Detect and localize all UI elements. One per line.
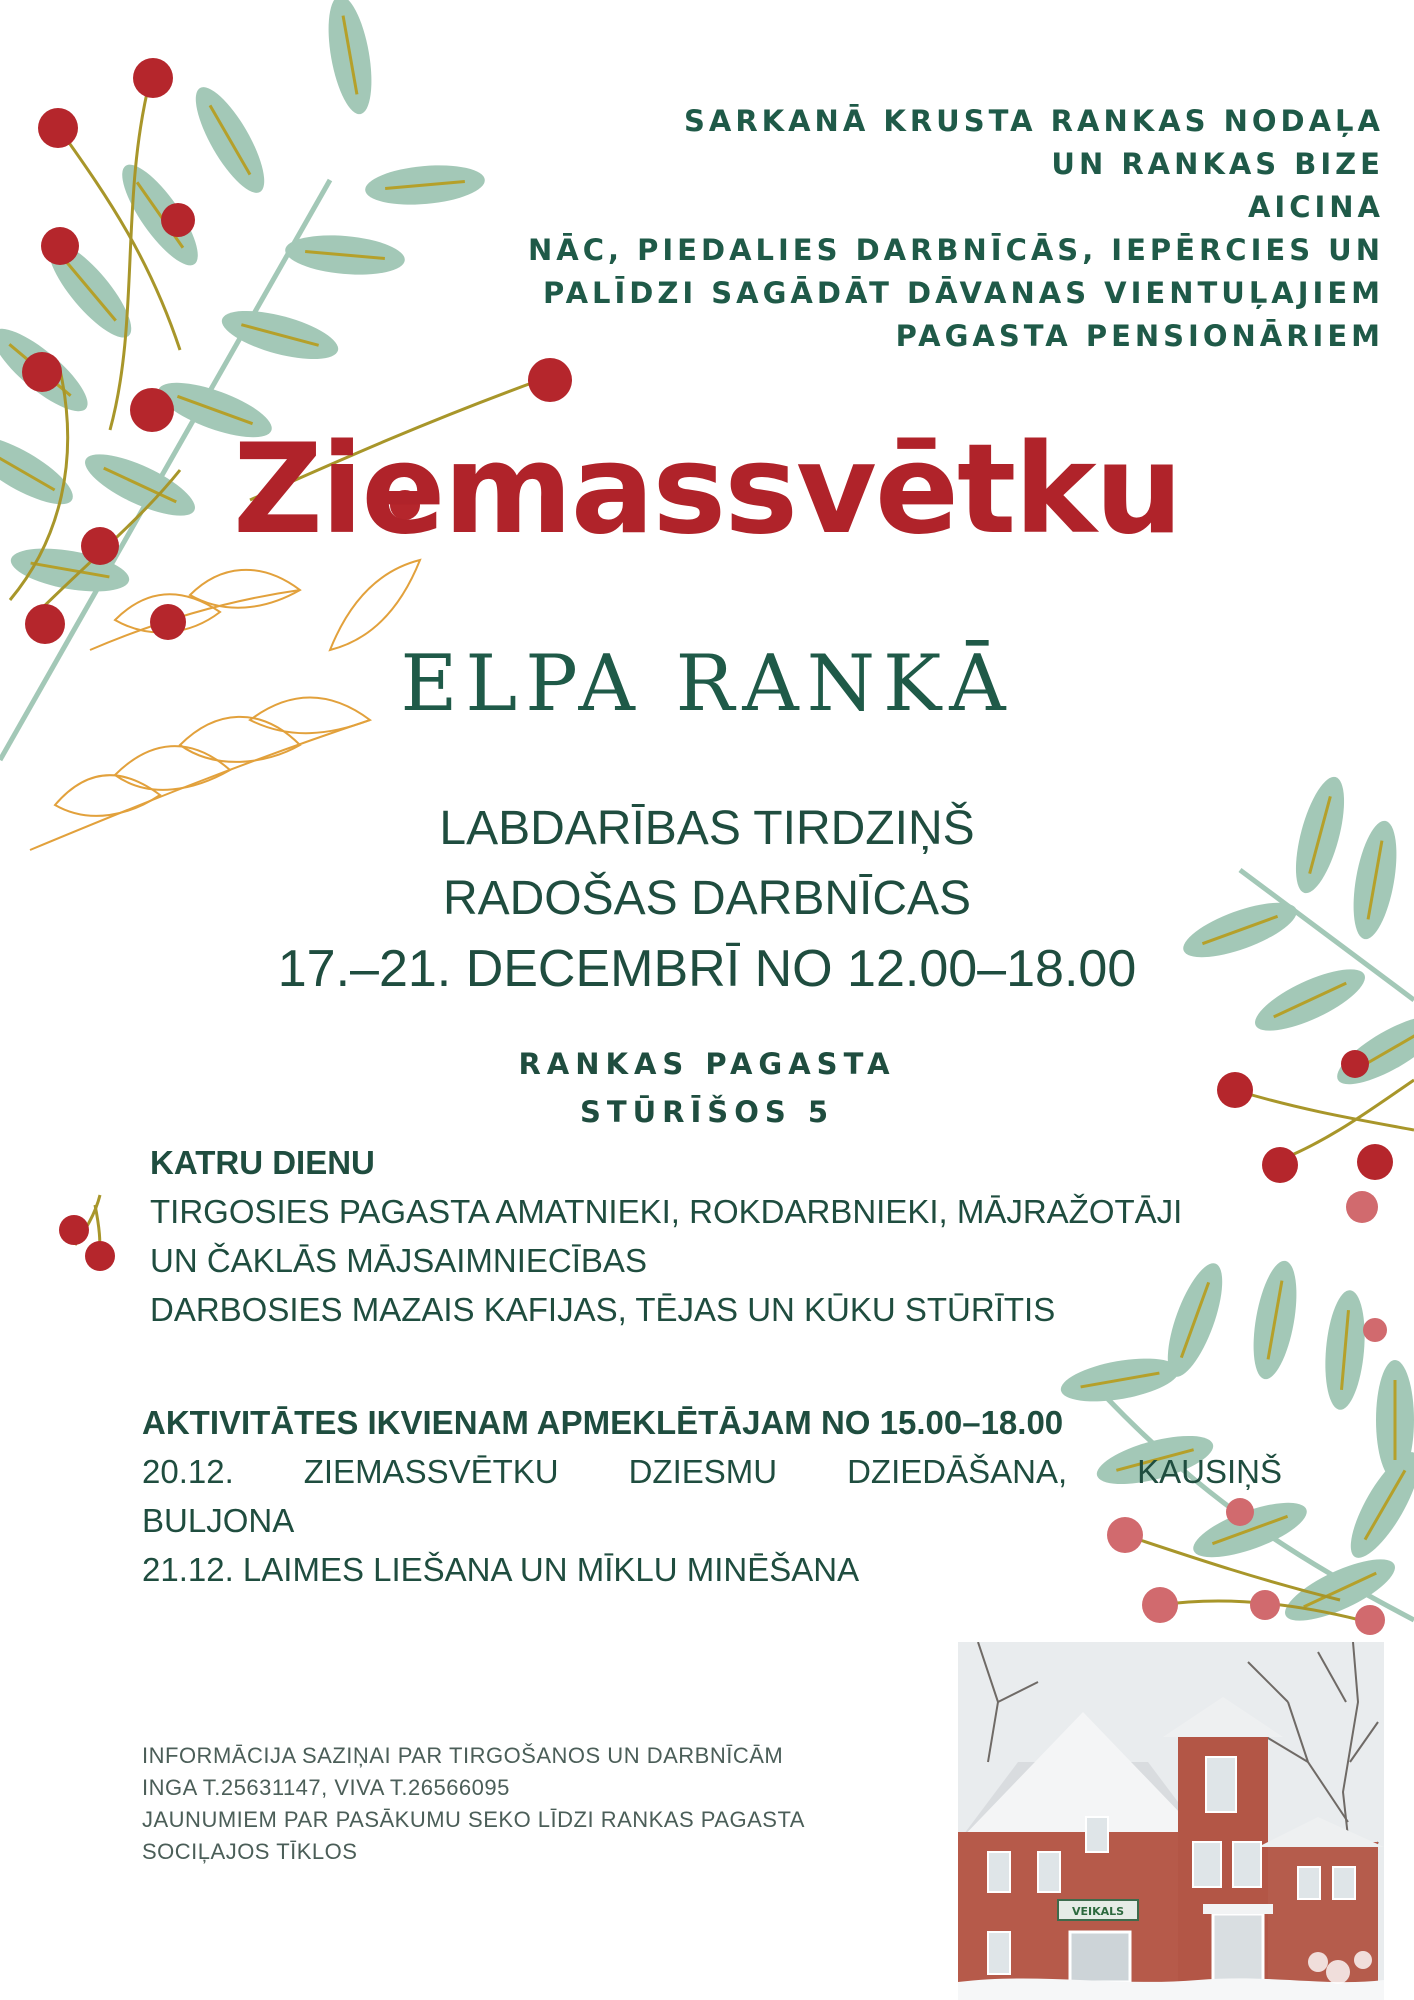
daily-line: TIRGOSIES PAGASTA AMATNIEKI, ROKDARBNIEKI, MĀJRAŽOTĀJI — [150, 1193, 1183, 1230]
address-line-2: STŪRĪŠOS 5 — [579, 1095, 835, 1129]
contact-line: INGA T.25631147, VIVA T.26566095 — [142, 1775, 510, 1800]
address-block — [0, 1040, 1414, 1136]
market-dates: 17.–21. DECEMBRĪ NO 12.00–18.00 — [277, 940, 1137, 998]
contact-line: INFORMĀCIJA SAZIŅAI PAR TIRGOŠANOS UN DARBNĪCĀM — [142, 1743, 784, 1768]
daily-line: UN ČAKLĀS MĀJSAIMNIECĪBAS — [150, 1242, 647, 1279]
activities-heading: AKTIVITĀTES IKVIENAM APMEKLĒTĀJAM NO 15.00–18.00 — [142, 1404, 1064, 1441]
address-line-1: RANKAS PAGASTA — [518, 1047, 896, 1081]
organizer-line: AICINA — [1247, 190, 1384, 224]
contact-line: SOCIĻAJOS TĪKLOS — [142, 1839, 358, 1864]
event-title: Ziemassvētku — [233, 418, 1181, 562]
activity-item-1b: BULJONA — [142, 1502, 295, 1539]
contact-line: JAUNUMIEM PAR PASĀKUMU SEKO LĪDZI RANKAS PAGASTA — [142, 1807, 805, 1832]
organizer-line: UN RANKAS BIZE — [1051, 147, 1384, 181]
building-photo — [958, 1642, 1384, 2000]
activities-section — [142, 1398, 1282, 1594]
contacts-block — [142, 1740, 962, 1868]
market-info — [0, 794, 1414, 1004]
activity-item-2: 21.12. LAIMES LIEŠANA UN MĪKLU MINĒŠANA — [142, 1551, 860, 1588]
daily-heading: KATRU DIENU — [150, 1144, 375, 1181]
daily-section — [150, 1138, 1350, 1334]
daily-line: DARBOSIES MAZAIS KAFIJAS, TĒJAS UN KŪKU STŪRĪTIS — [150, 1291, 1056, 1328]
market-line-1: LABDARĪBAS TIRDZIŅŠ — [439, 802, 975, 855]
small-berry-pair — [59, 1195, 115, 1271]
organizer-line: SARKANĀ KRUSTA RANKAS NODAĻA — [683, 104, 1384, 138]
organizer-line: PAGASTA PENSIONĀRIEM — [895, 319, 1384, 353]
organizer-line: NĀC, PIEDALIES DARBNĪCĀS, IEPĒRCIES UN — [528, 233, 1384, 267]
event-subtitle: ELPA RANKĀ — [400, 639, 1014, 729]
market-line-2: RADOŠAS DARBNĪCAS — [442, 872, 972, 925]
shop-sign: VEIKALS — [1071, 1905, 1125, 1918]
organizer-line: PALĪDZI SAGĀDĀT DĀVANAS VIENTUĻAJIEM — [543, 276, 1384, 310]
organizers-block — [384, 100, 1384, 358]
activity-item-1a: 20.12. ZIEMASSVĒTKU DZIESMU DZIEDĀŠANA, KAUSIŅŠ — [142, 1453, 1282, 1490]
